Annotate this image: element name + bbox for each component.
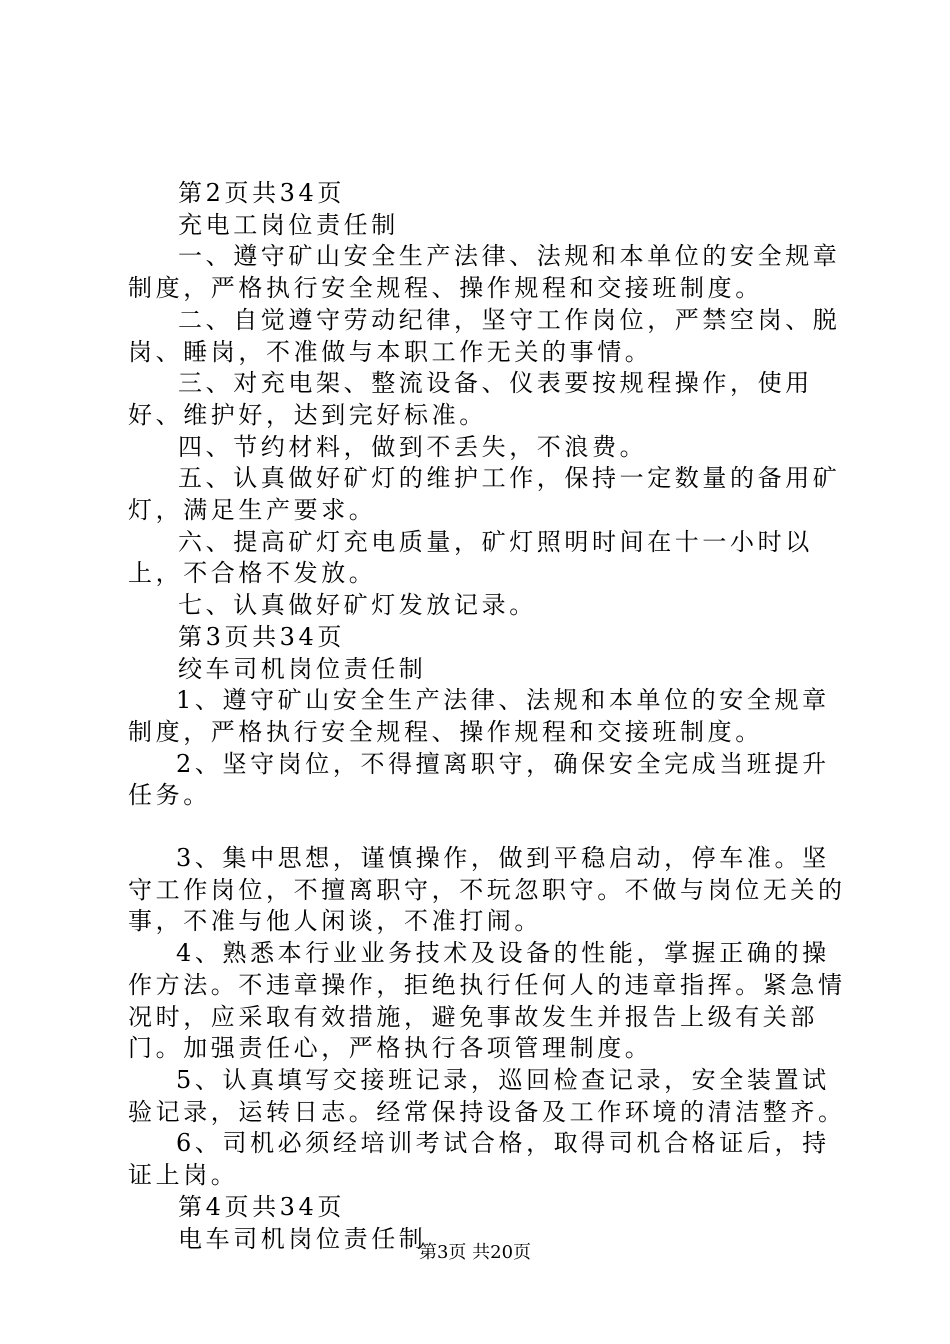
paragraph: 2、坚守岗位，不得擅离职守，确保安全完成当班提升任务。 [128, 749, 830, 810]
blank-line [128, 812, 848, 843]
paragraph: 四、节约材料，做到不丢失，不浪费。 [178, 432, 648, 461]
paragraph: 5、认真填写交接班记录，巡回检查记录，安全装置试验记录，运转日志。经常保持设备及工作环境的清洁整齐。 [128, 1065, 846, 1126]
section-title: 充电工岗位责任制 [178, 210, 399, 239]
paragraph: 二、自觉遵守劳动纪律，坚守工作岗位，严禁空岗、脱岗、睡岗，不准做与本职工作无关的事情。 [128, 305, 841, 366]
paragraph: 六、提高矿灯充电质量，矿灯照明时间在十一小时以上，不合格不发放。 [128, 527, 813, 588]
paragraph: 七、认真做好矿灯发放记录。 [178, 591, 537, 620]
paragraph: 五、认真做好矿灯的维护工作，保持一定数量的备用矿灯，满足生产要求。 [128, 464, 841, 525]
paragraph: 3、集中思想，谨慎操作，做到平稳启动，停车准。坚守工作岗位，不擅离职守，不玩忽职守。不做与岗位无关的事，不准与他人闲谈，不准打闹。 [128, 844, 846, 936]
paragraph: 4、熟悉本行业业务技术及设备的性能，掌握正确的操作方法。不违章操作，拒绝执行任何人的违章指挥。紧急情况时，应采取有效措施，避免事故发生并报告上级有关部门。加强责任心，严格执行各项管理制度。 [128, 939, 846, 1063]
paragraph: 三、对充电架、整流设备、仪表要按规程操作，使用好、维护好，达到完好标准。 [128, 369, 813, 429]
page-marker: 第3页共34页 [178, 622, 346, 651]
page-marker: 第2页共34页 [178, 179, 346, 207]
page-marker: 第4页共34页 [178, 1192, 346, 1221]
page-footer: 第3页 共20页 [418, 1242, 532, 1263]
paragraph: 6、司机必须经培训考试合格，取得司机合格证后，持证上岗。 [128, 1129, 830, 1190]
document-body [128, 178, 848, 1255]
paragraph: 1、遵守矿山安全生产法律、法规和本单位的安全规章制度，严格执行安全规程、操作规程和交接班制度。 [128, 686, 830, 746]
paragraph: 一、遵守矿山安全生产法律、法规和本单位的安全规章制度，严格执行安全规程、操作规程和交接班制度。 [128, 242, 841, 303]
section-title: 绞车司机岗位责任制 [178, 654, 427, 683]
section-title: 电车司机岗位责任制 [178, 1224, 427, 1253]
